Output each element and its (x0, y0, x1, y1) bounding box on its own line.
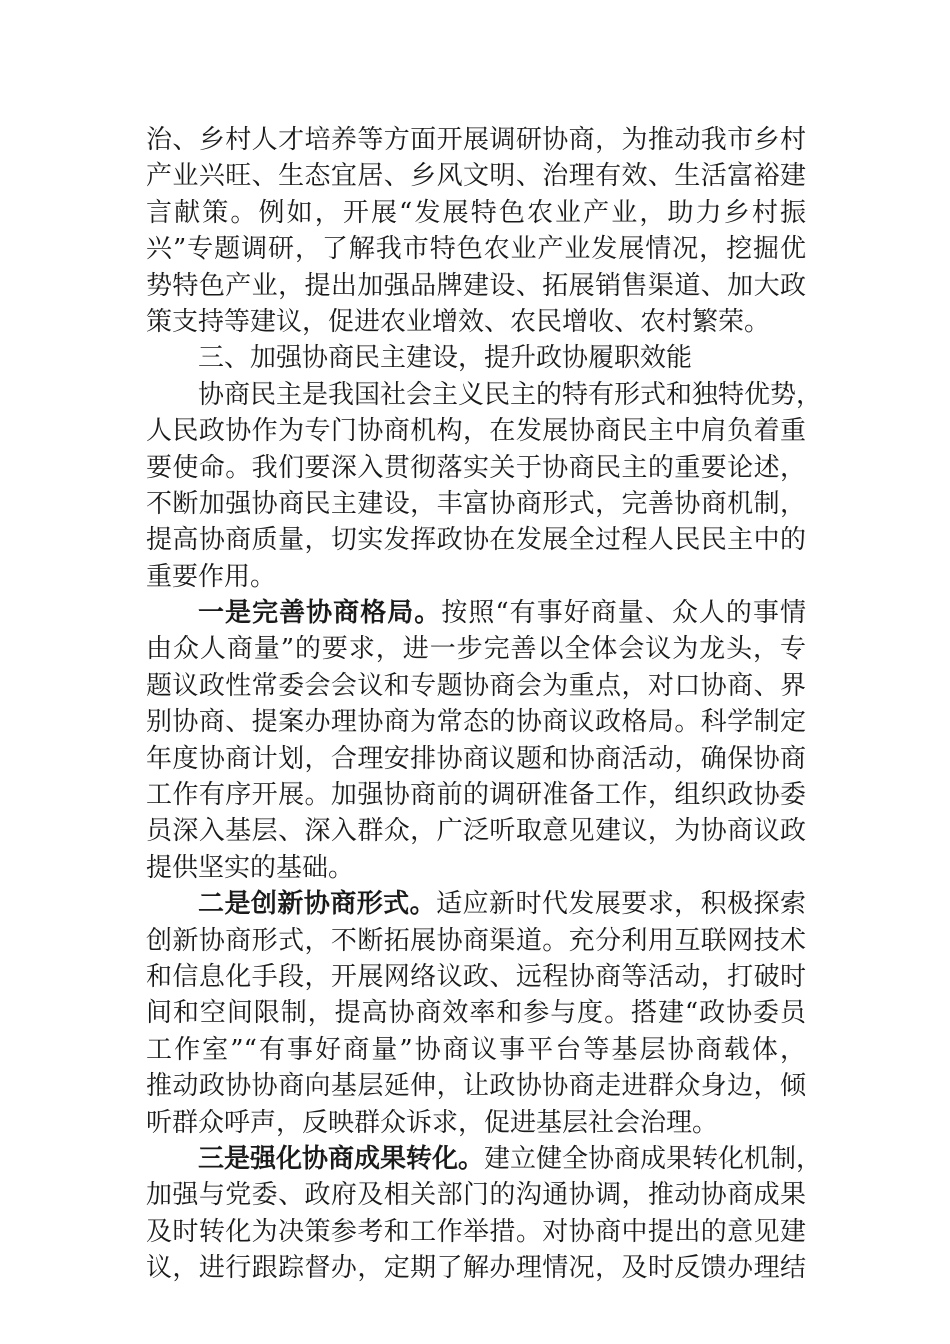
point-lead: 三是强化协商成果转化。 (198, 1143, 485, 1174)
text-line (146, 886, 806, 922)
text-line: 重要作用。 (146, 561, 277, 592)
text-line: 兴”专题调研，了解我市特色农业产业发展情况，挖掘优 (146, 234, 806, 265)
text-line: 提高协商质量，切实发挥政协在发展全过程人民民主中的 (146, 525, 806, 556)
text-line: 员深入基层、深入群众，广泛听取意见建议，为协商议政 (146, 816, 806, 847)
text-line (146, 1141, 823, 1177)
text-line: 不断加强协商民主建设，丰富协商形式，完善协商机制， (146, 488, 806, 519)
text-line: 和信息化手段，开展网络议政、远程协商等活动，打破时 (146, 961, 806, 992)
text-line: 产业兴旺、生态宜居、乡风文明、治理有效、生活富裕建 (146, 161, 806, 192)
section-heading: 三、加强协商民主建设，提升政协履职效能 (198, 343, 693, 374)
text-line: 治、乡村人才培养等方面开展调研协商，为推动我市乡村 (146, 125, 806, 155)
text-line: 策支持等建议，促进农业增效、农民增收、农村繁荣。 (146, 306, 771, 337)
text-line: 要使命。我们要深入贯彻落实关于协商民主的重要论述， (146, 452, 806, 483)
point-text: 建立健全协商成果转化机制， (484, 1143, 823, 1174)
paragraph-consultative-democracy (146, 377, 823, 595)
paragraph-point-two (146, 886, 806, 1141)
text-line: 工作室”“有事好商量”协商议事平台等基层协商载体， (146, 1034, 806, 1065)
text-line: 提供坚实的基础。 (146, 852, 355, 883)
text-line: 及时转化为决策参考和工作举措。对协商中提出的意见建 (146, 1216, 806, 1247)
text-line: 由众人商量”的要求，进一步完善以全体会议为龙头，专 (146, 634, 806, 665)
document-body (146, 122, 823, 1287)
text-line: 听群众呼声，反映群众诉求，促进基层社会治理。 (146, 1107, 719, 1138)
point-text: 按照“有事好商量、众人的事情 (441, 598, 806, 629)
text-line: 协商民主是我国社会主义民主的特有形式和独特优势， (198, 379, 823, 410)
text-line: 势特色产业，提出加强品牌建设、拓展销售渠道、加大政 (146, 270, 806, 301)
text-line: 间和空间限制，提高协商效率和参与度。搭建“政协委员 (146, 998, 806, 1029)
paragraph-point-one (146, 595, 806, 886)
point-text: 适应新时代发展要求，积极探索 (436, 889, 806, 920)
point-lead: 一是完善协商格局。 (198, 598, 442, 629)
point-lead: 二是创新协商形式。 (198, 889, 437, 920)
text-line: 议，进行跟踪督办，定期了解办理情况，及时反馈办理结 (146, 1253, 806, 1284)
paragraph-point-three (146, 1141, 823, 1287)
text-line (146, 595, 806, 631)
paragraph-rural-research (146, 122, 806, 340)
text-line: 创新协商形式，不断拓展协商渠道。充分利用互联网技术 (146, 925, 806, 956)
text-line: 年度协商计划，合理安排协商议题和协商活动，确保协商 (146, 743, 806, 774)
text-line: 别协商、提案办理协商为常态的协商议政格局。科学制定 (146, 707, 806, 738)
text-line: 言献策。例如，开展“发展特色农业产业，助力乡村振 (146, 197, 806, 228)
text-line: 题议政性常委会会议和专题协商会为重点，对口协商、界 (146, 670, 806, 701)
text-line: 人民政协作为专门协商机构，在发展协商民主中肩负着重 (146, 416, 806, 447)
text-line: 工作有序开展。加强协商前的调研准备工作，组织政协委 (146, 780, 806, 811)
text-line: 加强与党委、政府及相关部门的沟通协调，推动协商成果 (146, 1180, 806, 1211)
text-line: 推动政协协商向基层延伸，让政协协商走进群众身边，倾 (146, 1071, 806, 1102)
